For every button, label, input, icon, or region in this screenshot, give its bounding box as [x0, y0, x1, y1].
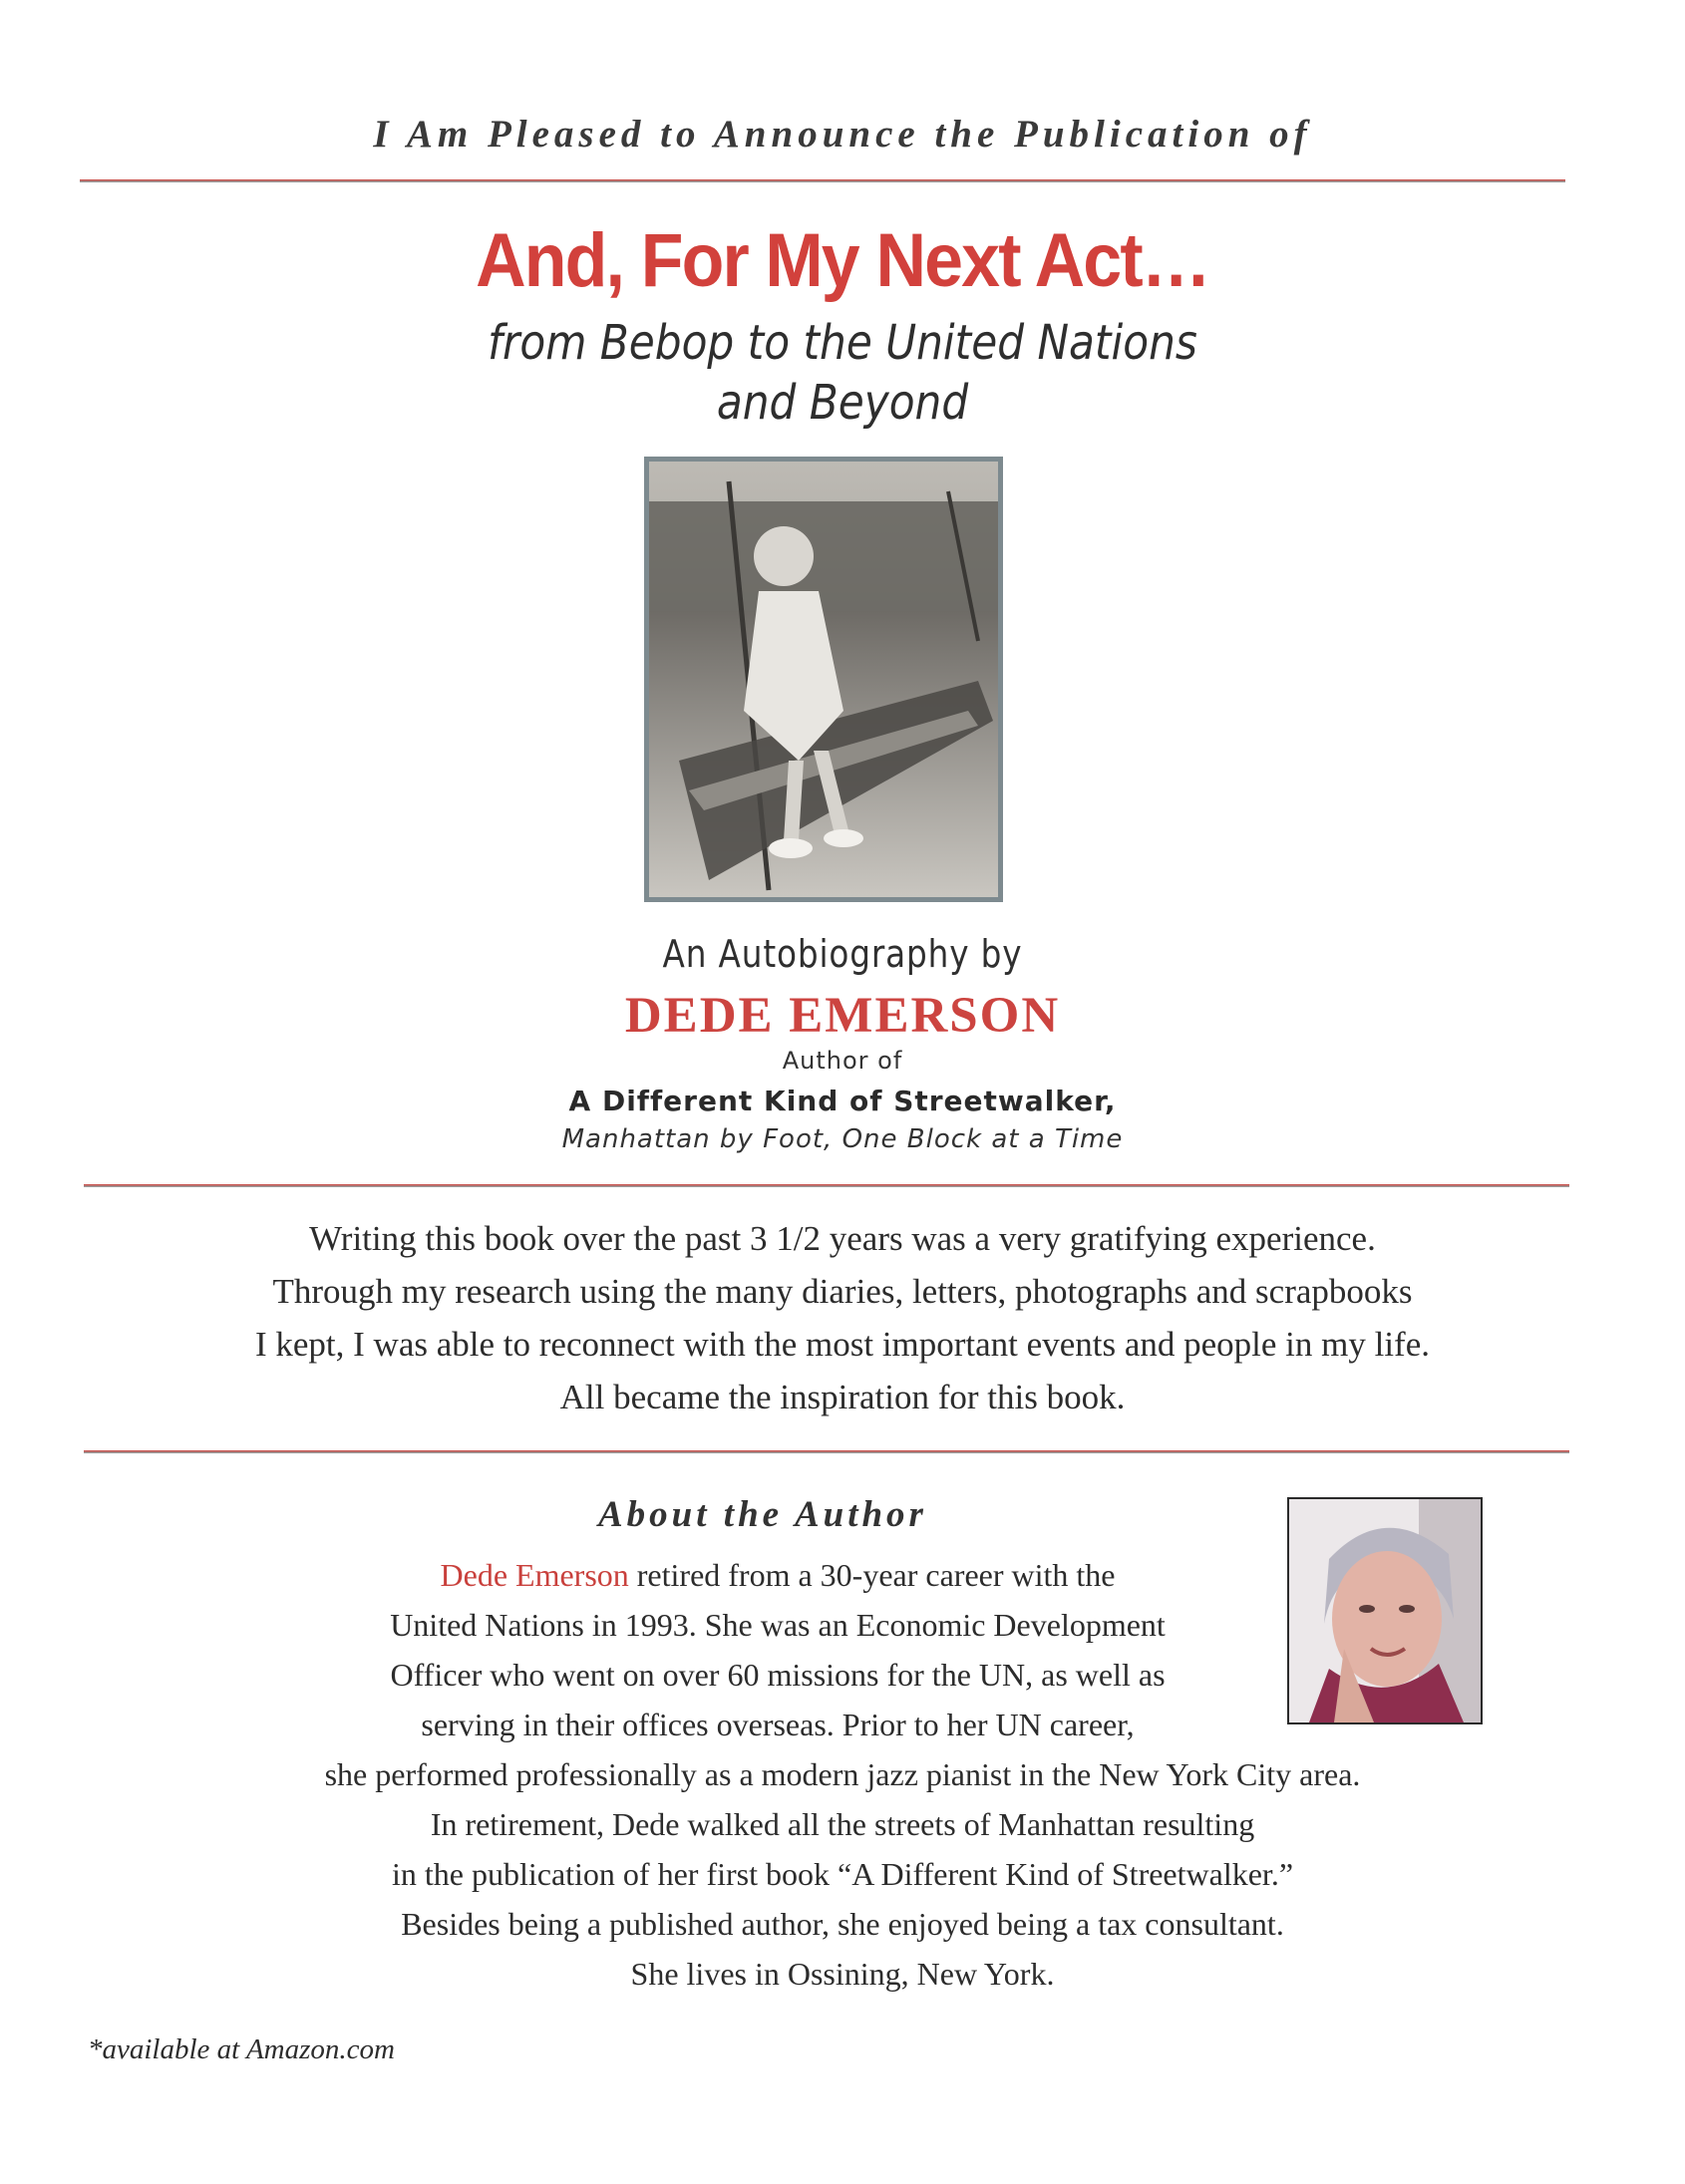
- book-title: And, For My Next Act…: [476, 218, 1209, 303]
- book-subtitle-line2: and Beyond: [716, 375, 969, 431]
- autobiography-by-label: An Autobiography by: [662, 932, 1023, 976]
- bio-line: In retirement, Dede walked all the streets of Manhattan resulting: [430, 1806, 1255, 1842]
- author-name: DEDE EMERSON: [624, 988, 1061, 1044]
- bio-line: serving in their offices overseas. Prior to her UN career,: [421, 1707, 1135, 1742]
- middle-divider: [84, 1184, 1569, 1187]
- bio-line: United Nations in 1993. She was an Economic Development: [390, 1607, 1166, 1643]
- about-author-heading: About the Author: [598, 1494, 927, 1535]
- author-photo: [1287, 1497, 1483, 1724]
- previous-book-subtitle: Manhattan by Foot, One Block at a Time: [561, 1124, 1124, 1154]
- description-line: All became the inspiration for this book.: [559, 1378, 1126, 1416]
- bio-first-line-text: retired from a 30-year career with the: [628, 1557, 1116, 1593]
- author-of-label: Author of: [782, 1047, 903, 1075]
- description-line: Writing this book over the past 3 1/2 years was a very gratifying experience.: [309, 1219, 1376, 1258]
- bio-line: She lives in Ossining, New York.: [630, 1956, 1055, 1992]
- description-line: I kept, I was able to reconnect with the most important events and people in my life.: [254, 1325, 1430, 1364]
- announcement-heading: I Am Pleased to Announce the Publication of: [373, 113, 1312, 156]
- description-line: Through my research using the many diaries, letters, photographs and scrapbooks: [272, 1272, 1413, 1311]
- bio-line: Besides being a published author, she enjoyed being a tax consultant.: [401, 1906, 1284, 1942]
- bio-line: in the publication of her first book “A Different Kind of Streetwalker.”: [391, 1856, 1294, 1892]
- bio-line: [299, 1557, 1256, 1594]
- availability-footnote: *available at Amazon.com: [88, 2033, 395, 2065]
- bio-line: Officer who went on over 60 missions for the UN, as well as: [390, 1657, 1166, 1693]
- cover-photo: [644, 457, 1003, 902]
- top-divider: [80, 179, 1565, 182]
- previous-book-title: A Different Kind of Streetwalker,: [568, 1085, 1117, 1117]
- book-subtitle-line1: from Bebop to the United Nations: [488, 315, 1197, 371]
- bio-author-name: Dede Emerson: [440, 1557, 629, 1593]
- lower-divider: [84, 1450, 1569, 1453]
- bio-line: she performed professionally as a modern jazz pianist in the New York City area.: [324, 1756, 1361, 1792]
